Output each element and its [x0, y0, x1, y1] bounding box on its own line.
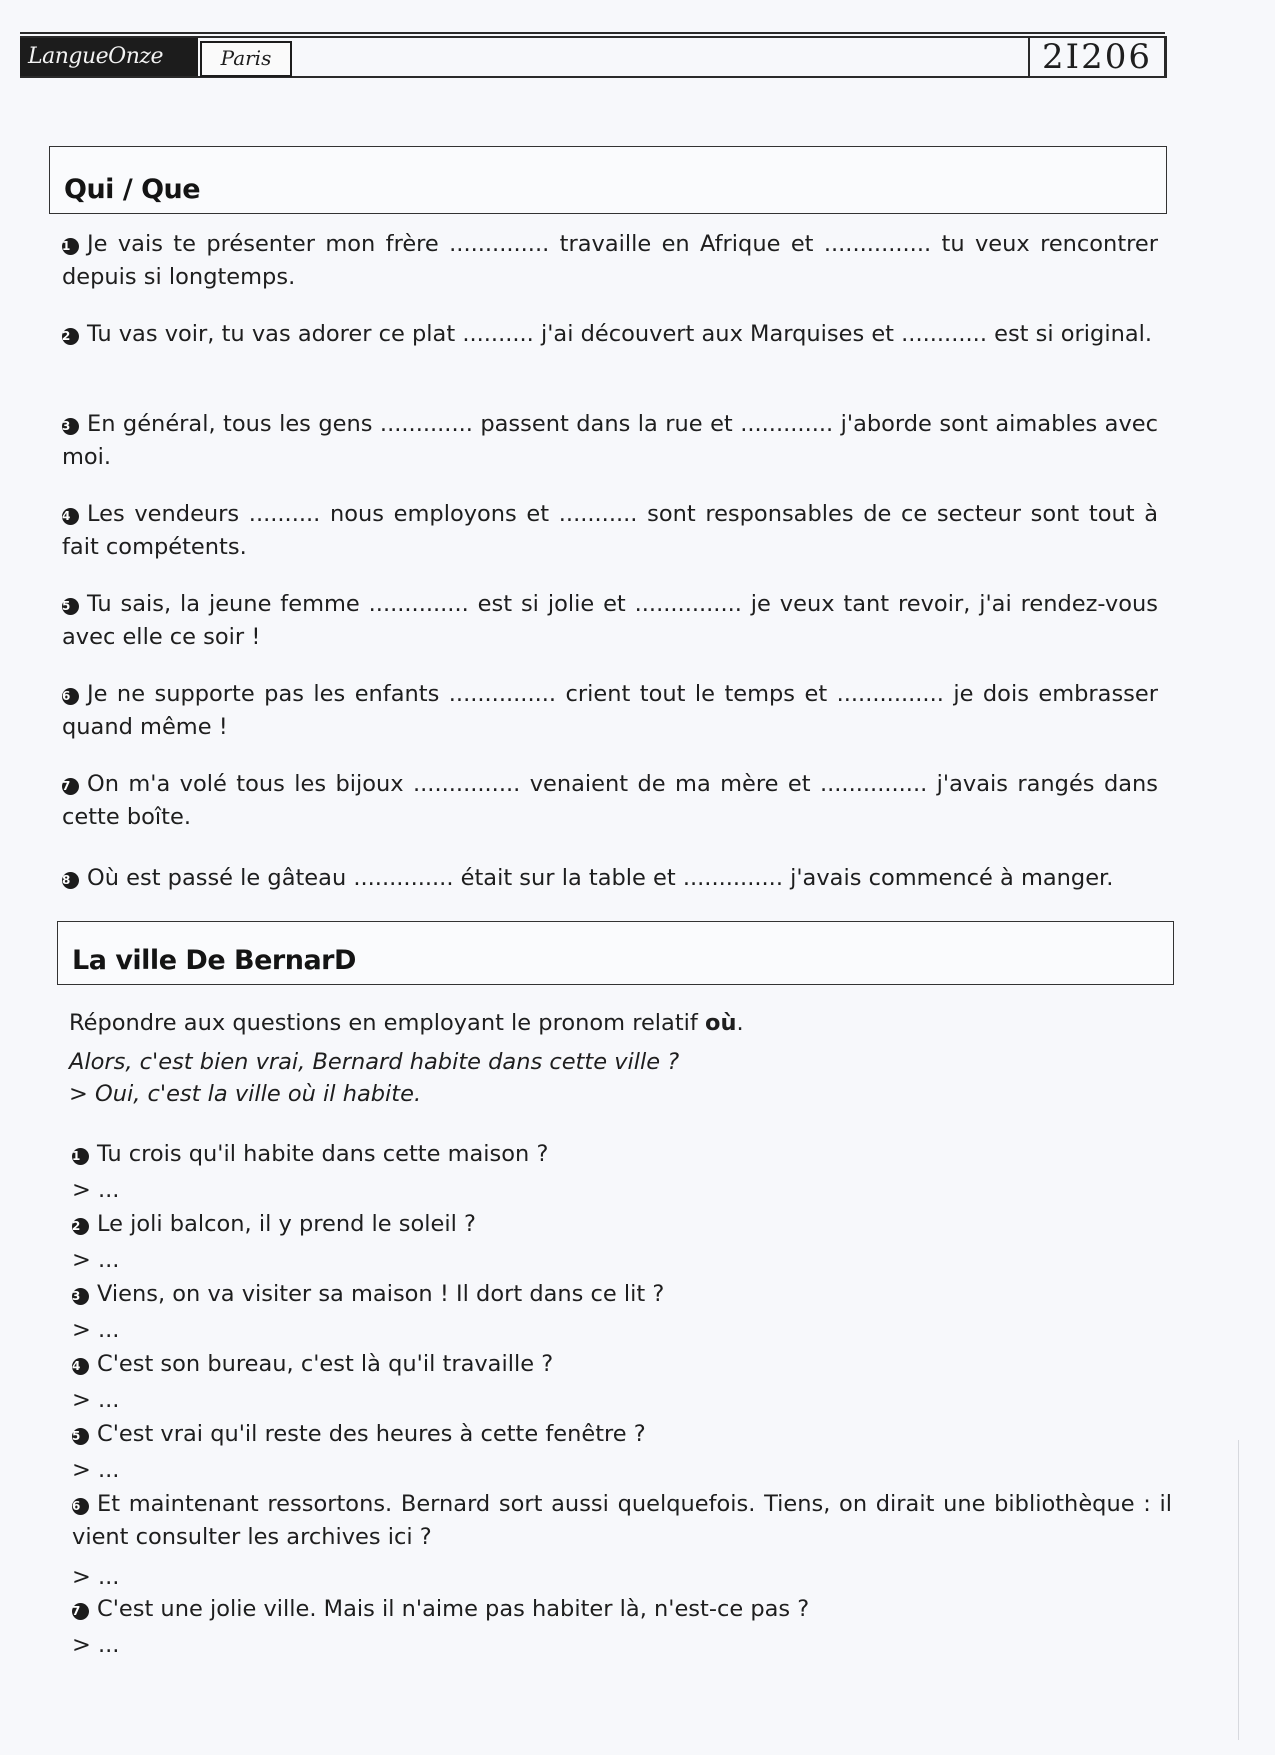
answer-line: > ...	[72, 1387, 120, 1413]
item-number: 5	[62, 598, 79, 615]
instruction-prefix: Répondre aux questions en employant le pronom relatif	[69, 1010, 705, 1036]
section-title-la-ville-de-bernard	[57, 921, 1174, 985]
example-question: Alors, c'est bien vrai, Bernard habite dans cette ville ?	[69, 1049, 680, 1075]
section-title-text: Qui / Que	[64, 174, 201, 205]
item-number: 7	[72, 1603, 89, 1620]
item-number: 2	[72, 1218, 89, 1235]
scan-edge-line	[1238, 1440, 1239, 1740]
question-text: C'est son bureau, c'est là qu'il travaille ?	[97, 1351, 554, 1377]
item-text: Je ne supporte pas les enfants ............... crient tout le temps et ............... je dois embrasser quand même !	[62, 681, 1158, 740]
exercise-item	[62, 318, 1158, 351]
question-text: C'est une jolie ville. Mais il n'aime pas habiter là, n'est-ce pas ?	[97, 1596, 810, 1622]
section-title-qui-que	[49, 146, 1167, 214]
brand-logo: LangueOnze	[20, 38, 198, 76]
exercise-item	[62, 768, 1158, 834]
item-number: 3	[62, 418, 79, 435]
question-item	[72, 1348, 1172, 1381]
item-number: 1	[72, 1148, 89, 1165]
question-item	[72, 1593, 1172, 1626]
exercise-item	[62, 862, 1158, 895]
item-number: 6	[62, 688, 79, 705]
item-text: En général, tous les gens ............. passent dans la rue et ............. j'aborde sont aimables avec moi.	[62, 411, 1158, 470]
question-item	[72, 1488, 1172, 1554]
brand-city: Paris	[200, 41, 292, 77]
instruction-text	[69, 1008, 744, 1038]
item-number: 2	[62, 328, 79, 345]
exercise-item	[62, 228, 1158, 294]
answer-line: > ...	[72, 1317, 120, 1343]
question-item	[72, 1418, 1172, 1451]
question-text: Le joli balcon, il y prend le soleil ?	[97, 1211, 476, 1237]
exercise-item	[62, 678, 1158, 744]
exercise-item	[62, 588, 1158, 654]
answer-line: > ...	[72, 1177, 120, 1203]
instruction-keyword: où	[705, 1010, 737, 1036]
page-header	[20, 36, 1167, 78]
item-number: 4	[62, 508, 79, 525]
item-text: Les vendeurs .......... nous employons et ........... sont responsables de ce secteur sont tout à fait compétents.	[62, 501, 1158, 560]
item-number: 5	[72, 1428, 89, 1445]
question-item	[72, 1138, 1172, 1171]
item-text: Où est passé le gâteau .............. était sur la table et .............. j'avais commencé à manger.	[87, 865, 1114, 891]
question-text: Viens, on va visiter sa maison ! Il dort dans ce lit ?	[97, 1281, 665, 1307]
item-text: Je vais te présenter mon frère .............. travaille en Afrique et ............... tu veux rencontrer depuis si longtemps.	[62, 231, 1158, 290]
item-number: 6	[72, 1498, 89, 1515]
question-text: Et maintenant ressortons. Bernard sort aussi quelquefois. Tiens, on dirait une bibliothèque : il vient consulter les archives ici ?	[72, 1491, 1172, 1550]
answer-line: > ...	[72, 1247, 120, 1273]
exercise-item	[62, 408, 1158, 474]
question-item	[72, 1208, 1172, 1241]
question-text: Tu crois qu'il habite dans cette maison ?	[97, 1141, 549, 1167]
item-number: 7	[62, 778, 79, 795]
item-text: On m'a volé tous les bijoux ............... venaient de ma mère et ............... j'avais rangés dans cette boîte.	[62, 771, 1158, 830]
exercise-item	[62, 498, 1158, 564]
question-text: C'est vrai qu'il reste des heures à cette fenêtre ?	[97, 1421, 646, 1447]
question-item	[72, 1278, 1172, 1311]
example-answer: > Oui, c'est la ville où il habite.	[69, 1081, 422, 1107]
item-text: Tu sais, la jeune femme .............. est si jolie et ............... je veux tant revoir, j'ai rendez-vous avec elle ce soir !	[62, 591, 1158, 650]
item-number: 3	[72, 1288, 89, 1305]
instruction-suffix: .	[736, 1010, 744, 1036]
item-number: 1	[62, 238, 79, 255]
item-text: Tu vas voir, tu vas adorer ce plat .......... j'ai découvert aux Marquises et ............ est si original.	[87, 321, 1153, 347]
item-number: 8	[62, 872, 79, 889]
answer-line: > ...	[72, 1457, 120, 1483]
document-code: 2I206	[1028, 38, 1166, 76]
section-title-text: La ville De BernarD	[72, 945, 356, 976]
answer-line: > ...	[72, 1632, 120, 1658]
answer-line: > ...	[72, 1564, 120, 1590]
item-number: 4	[72, 1358, 89, 1375]
